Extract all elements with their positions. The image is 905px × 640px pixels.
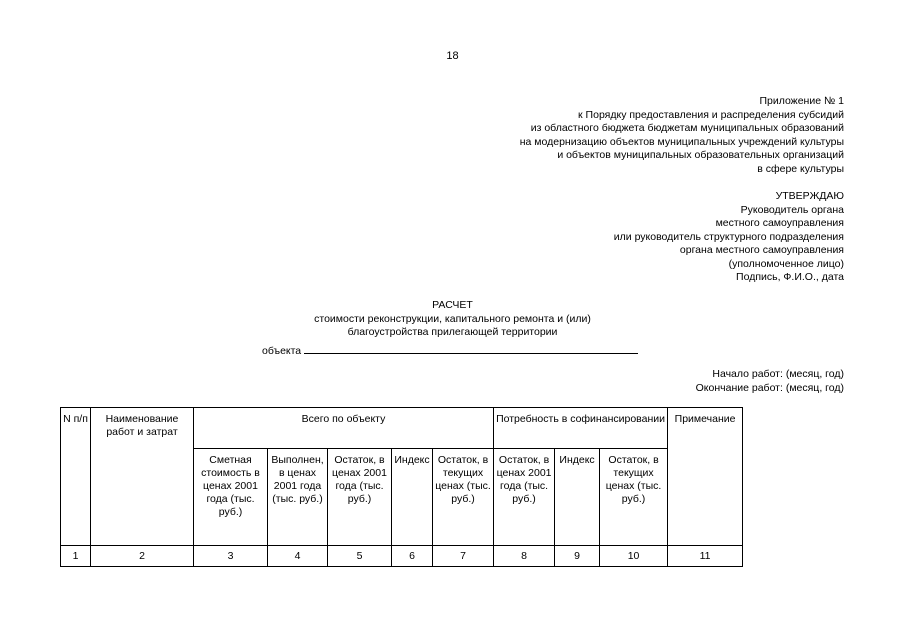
column-number-cell: 2	[91, 546, 194, 567]
subheader-cell: Выполнен, в ценах 2001 года (тыс. руб.)	[268, 449, 328, 546]
subheader-cell: Остаток, в текущих ценах (тыс. руб.)	[600, 449, 668, 546]
title-line: стоимости реконструкции, капитального ремонта и (или)	[314, 312, 591, 325]
start-date: Начало работ: (месяц, год)	[712, 368, 844, 380]
header-cell-name: Наименование работ и затрат	[91, 408, 194, 546]
title-line: благоустройства прилегающей территории	[347, 326, 558, 338]
approval-line: УТВЕРЖДАЮ	[775, 190, 844, 202]
column-number-cell: 3	[194, 546, 268, 567]
table-number-row	[61, 546, 743, 567]
subheader-cell: Индекс	[392, 449, 433, 546]
work-dates	[696, 368, 844, 395]
column-number-cell: 1	[61, 546, 91, 567]
column-number-cell: 10	[600, 546, 668, 567]
subheader-cell: Остаток, в ценах 2001 года (тыс. руб.)	[494, 449, 555, 546]
appendix-line: на модернизацию объектов муниципальных учреждений культуры	[519, 135, 844, 148]
approval-line: органа местного самоуправления	[679, 244, 844, 256]
header-cell-num: N п/п	[61, 408, 91, 546]
approval-line: местного самоуправления	[715, 217, 844, 229]
header-cell-need: Потребность в софинансировании	[494, 408, 668, 449]
approval-line: Руководитель органа	[740, 203, 844, 216]
appendix-header	[520, 95, 844, 176]
object-field	[262, 342, 638, 359]
object-blank-line	[304, 342, 638, 354]
title-heading: РАСЧЕТ	[432, 299, 473, 311]
approval-block	[614, 190, 844, 285]
calculation-table	[60, 407, 743, 567]
subheader-cell: Остаток, в ценах 2001 года (тыс. руб.)	[328, 449, 392, 546]
column-number-cell: 11	[668, 546, 743, 567]
appendix-line: к Порядку предоставления и распределения субсидий	[578, 108, 844, 121]
column-number-cell: 9	[555, 546, 600, 567]
column-number-cell: 6	[392, 546, 433, 567]
column-number-cell: 8	[494, 546, 555, 567]
subheader-cell: Индекс	[555, 449, 600, 546]
subheader-cell: Сметная стоимость в ценах 2001 года (тыс. руб.)	[194, 449, 268, 546]
column-number-cell: 7	[433, 546, 494, 567]
subheader-cell: Остаток, в текущих ценах (тыс. руб.)	[433, 449, 494, 546]
appendix-line: и объектов муниципальных образовательных организаций	[557, 149, 844, 161]
document-title	[0, 299, 905, 340]
approval-line: Подпись, Ф.И.О., дата	[736, 271, 844, 283]
header-cell-total: Всего по объекту	[194, 408, 494, 449]
table-header-row	[61, 408, 743, 449]
column-number-cell: 4	[268, 546, 328, 567]
end-date: Окончание работ: (месяц, год)	[695, 381, 844, 394]
page-number: 18	[446, 50, 459, 62]
appendix-line: из областного бюджета бюджетам муниципальных образований	[530, 122, 844, 134]
header-cell-note: Примечание	[668, 408, 743, 546]
approval-line: (уполномоченное лицо)	[728, 257, 844, 270]
appendix-line: Приложение № 1	[759, 95, 844, 107]
column-number-cell: 5	[328, 546, 392, 567]
approval-line: или руководитель структурного подразделения	[613, 230, 844, 243]
appendix-line: в сфере культуры	[757, 162, 844, 175]
object-label: объекта	[262, 345, 302, 357]
